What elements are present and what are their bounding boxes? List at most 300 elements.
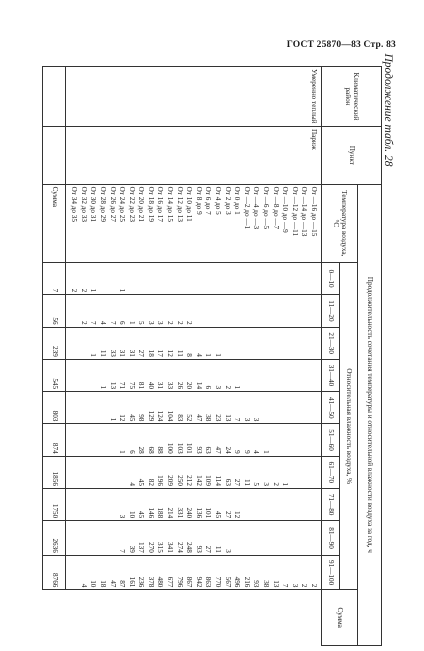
temperature-range: От 24 до 25 <box>118 186 127 222</box>
hours-value <box>240 491 250 518</box>
hours-value <box>125 265 135 292</box>
hours-value <box>144 265 154 292</box>
temperature-range: От 16 до 17 <box>156 186 165 222</box>
total-value: 2636 <box>43 521 66 556</box>
hours-value <box>202 297 212 324</box>
hours-value: 7 <box>89 320 98 325</box>
hours-value <box>259 265 269 292</box>
hours-value: 496 <box>233 576 242 588</box>
hours-value: 331 <box>175 507 184 519</box>
hours-value: 13 <box>223 414 232 422</box>
hours-value <box>87 394 97 421</box>
hours-value: 68 <box>146 446 155 454</box>
hours-value <box>279 330 289 357</box>
hours-value <box>221 297 231 324</box>
hours-value: 45 <box>137 511 146 519</box>
total-value: 803 <box>43 392 66 424</box>
hours-value: 796 <box>175 576 184 588</box>
temperature-range: От —6 до —5 <box>262 186 271 230</box>
hours-value <box>192 297 202 324</box>
temperature-ranges-cell <box>66 184 322 262</box>
hours-value: 2 <box>310 583 318 588</box>
temperature-range: От —10 до —9 <box>281 186 290 233</box>
hours-value: 10 <box>127 511 136 519</box>
hours-value <box>288 362 298 389</box>
hours-value: 47 <box>108 580 117 588</box>
temperature-range: От 30 до 31 <box>89 186 98 222</box>
hours-value: 1 <box>98 385 107 390</box>
hours-value: 3 <box>156 320 165 325</box>
total-value: 874 <box>43 424 66 456</box>
hours-value <box>307 459 317 486</box>
hours-value: 1 <box>262 450 271 454</box>
hours-value: 274 <box>175 542 184 553</box>
total-value: 545 <box>43 359 66 391</box>
hours-value: 1 <box>89 288 98 293</box>
hours-value <box>307 491 317 518</box>
hours-value: 13 <box>271 580 280 588</box>
hours-value: 18 <box>98 580 107 588</box>
hours-value: 4 <box>98 320 107 325</box>
hours-value: 47 <box>214 446 223 454</box>
temperature-range: От —14 до —13 <box>300 186 309 237</box>
hours-value: 26 <box>175 381 184 390</box>
temperature-range: От —16 до —15 <box>310 186 318 237</box>
header-temperature: Температура воздуха, °С <box>322 184 358 262</box>
hours-value: 9 <box>242 450 251 454</box>
hours-value: 11 <box>242 479 251 486</box>
hours-value: 4 <box>79 583 88 588</box>
hours-value: 250 <box>175 475 184 486</box>
hours-value: 142 <box>194 475 203 486</box>
hours-value: 677 <box>166 576 175 588</box>
hours-value <box>279 523 289 553</box>
hours-value <box>250 297 260 324</box>
hours-value <box>87 426 97 453</box>
temperature-range: От 10 до 11 <box>185 186 194 222</box>
hours-value: 31 <box>118 349 127 357</box>
hours-value: 270 <box>146 542 155 553</box>
hours-value <box>250 330 260 357</box>
hours-value <box>279 426 289 453</box>
hours-value <box>240 330 250 357</box>
hours-value <box>221 330 231 357</box>
hours-value: 18 <box>146 349 155 357</box>
hours-value <box>288 523 298 553</box>
temperature-range: От 14 до 15 <box>166 186 175 222</box>
hours-value <box>77 491 87 518</box>
humidity-column-cell <box>66 392 322 424</box>
hours-value: 45 <box>214 511 223 519</box>
hours-value <box>77 330 87 357</box>
hours-value: 2 <box>79 320 88 325</box>
data-table <box>42 66 382 646</box>
hours-value: 867 <box>185 576 194 588</box>
hours-value: 214 <box>166 507 175 519</box>
hours-value <box>250 491 260 518</box>
hours-value <box>96 523 106 553</box>
hours-value <box>231 523 241 553</box>
hours-value: 71 <box>118 381 127 390</box>
hours-value <box>307 297 317 324</box>
hours-value: 196 <box>156 475 165 486</box>
hours-value: 1 <box>233 385 242 390</box>
humidity-range-header: 41—50 <box>322 392 340 424</box>
hours-value <box>259 330 269 357</box>
hours-value: 104 <box>166 410 175 422</box>
hours-value: 236 <box>137 576 146 588</box>
hours-value <box>307 362 317 389</box>
header-humidity: Относительная влажность воздуха, % <box>340 262 358 589</box>
hours-value: 3 <box>118 514 127 519</box>
temperature-range: От 20 до 21 <box>137 186 146 222</box>
hours-value: 1 <box>118 288 127 293</box>
hours-value: 11 <box>175 349 184 357</box>
hours-value: 3 <box>262 482 271 486</box>
totals-blank-2 <box>43 126 66 184</box>
hours-value: 136 <box>194 507 203 519</box>
hours-value: 7 <box>233 417 242 422</box>
hours-value: 2 <box>271 482 280 486</box>
hours-value <box>298 491 308 518</box>
hours-value: 23 <box>214 414 223 422</box>
hours-value: 3 <box>290 583 299 588</box>
hours-value <box>77 394 87 421</box>
hours-value <box>96 426 106 453</box>
humidity-column-cell <box>66 262 322 294</box>
hours-value <box>192 265 202 292</box>
climate-cell: Умеренно теплый <box>66 67 322 127</box>
temperature-range: От —2 до —1 <box>242 186 251 230</box>
header-sum: Сумма <box>322 590 358 646</box>
header-place: Пункт <box>322 126 382 184</box>
hours-value <box>259 523 269 553</box>
hours-value: 341 <box>166 542 175 553</box>
hours-value: 17 <box>156 349 165 357</box>
hours-value: 63 <box>223 478 232 486</box>
hours-value: 12 <box>233 511 242 519</box>
hours-value: 5 <box>252 482 261 486</box>
hours-value: 240 <box>185 507 194 519</box>
hours-value: 40 <box>146 381 155 390</box>
hours-value: 567 <box>223 576 232 588</box>
hours-value: 212 <box>185 475 194 486</box>
hours-value <box>164 265 174 292</box>
hours-value <box>106 459 116 486</box>
hours-value <box>288 297 298 324</box>
hours-value: 24 <box>223 446 232 454</box>
hours-value: 2 <box>185 320 194 325</box>
hours-value <box>68 491 78 518</box>
hours-value <box>68 523 78 553</box>
hours-value: 38 <box>262 580 271 588</box>
rotated-table-container <box>42 66 382 646</box>
hours-value: 11 <box>214 545 223 553</box>
temperature-range: От 12 до 13 <box>175 186 184 222</box>
total-value: 239 <box>43 327 66 359</box>
hours-value <box>307 426 317 453</box>
humidity-range-header: 31—40 <box>322 359 340 391</box>
hours-value: 52 <box>185 414 194 422</box>
hours-value <box>240 265 250 292</box>
hours-value <box>211 265 221 292</box>
hours-value <box>240 523 250 553</box>
totals-row <box>43 67 66 646</box>
hours-value <box>250 265 260 292</box>
hours-value: 2 <box>223 385 232 390</box>
hours-value: 770 <box>214 576 223 588</box>
hours-value <box>269 523 279 553</box>
humidity-range-header: 91—100 <box>322 555 340 590</box>
hours-value <box>68 426 78 453</box>
hours-value <box>96 459 106 486</box>
hours-value: 87 <box>118 580 127 588</box>
hours-value: 28 <box>137 446 146 454</box>
hours-value <box>288 394 298 421</box>
hours-value <box>298 265 308 292</box>
hours-value: 93 <box>194 545 203 553</box>
humidity-range-header: 51—60 <box>322 424 340 456</box>
hours-value: 33 <box>166 381 175 390</box>
temperature-range: От 0 до 1 <box>233 186 242 215</box>
hours-value: 27 <box>137 349 146 357</box>
hours-value: 10 <box>89 580 98 588</box>
hours-value: 1 <box>204 353 213 357</box>
hours-value: 6 <box>118 320 127 325</box>
temperature-range: От 4 до 5 <box>214 186 223 215</box>
hours-value: 3 <box>146 320 155 325</box>
hours-value <box>269 330 279 357</box>
header-title: Продолжительность сочетания температуры и относительной влажности воздуха за год, ч <box>358 184 382 645</box>
hours-value: 863 <box>204 576 213 588</box>
humidity-range-header: 21—30 <box>322 327 340 359</box>
hours-value <box>173 265 183 292</box>
hours-value <box>269 362 279 389</box>
temperature-range: От —12 до —11 <box>290 186 299 237</box>
hours-value <box>87 491 97 518</box>
hours-value <box>202 265 212 292</box>
hours-value: 14 <box>194 381 203 390</box>
hours-value <box>240 297 250 324</box>
hours-value <box>87 523 97 553</box>
hours-value: 216 <box>242 576 251 588</box>
hours-value <box>288 491 298 518</box>
total-value: 7 <box>43 262 66 294</box>
hours-value: 3 <box>214 385 223 390</box>
hours-value: 1 <box>108 417 117 422</box>
hours-value: 7 <box>281 583 290 588</box>
hours-value: 45 <box>127 414 136 422</box>
hours-value <box>96 491 106 518</box>
humidity-column-cell <box>66 295 322 327</box>
hours-value: 3 <box>223 549 232 553</box>
hours-value: 3 <box>252 417 261 422</box>
hours-value: 7 <box>118 549 127 553</box>
hours-value: 75 <box>127 381 136 390</box>
hours-value: 38 <box>204 414 213 422</box>
hours-value <box>135 265 145 292</box>
humidity-column-cell <box>66 327 322 359</box>
hours-value: 81 <box>137 381 146 390</box>
hours-value <box>77 426 87 453</box>
hours-value <box>231 297 241 324</box>
hours-value <box>279 491 289 518</box>
hours-value <box>154 265 164 292</box>
hours-value <box>298 459 308 486</box>
hours-value: 2 <box>166 320 175 325</box>
humidity-range-header: 0—10 <box>322 262 340 294</box>
hours-value: 93 <box>252 580 261 588</box>
humidity-column-cell <box>66 456 322 488</box>
hours-value <box>298 362 308 389</box>
hours-value: 12 <box>166 349 175 357</box>
temperature-range: От 18 до 19 <box>146 186 155 222</box>
hours-value: 114 <box>214 475 223 486</box>
hours-value <box>68 558 78 588</box>
total-value: 8766 <box>43 555 66 590</box>
hours-value: 9 <box>233 450 242 454</box>
hours-value <box>96 265 106 292</box>
hours-value <box>250 362 260 389</box>
hours-value <box>68 362 78 389</box>
hours-value: 101 <box>185 442 194 454</box>
hours-value: 4 <box>252 450 261 454</box>
temperature-range: От 8 до 9 <box>194 186 203 215</box>
hours-value: 248 <box>185 542 194 553</box>
hours-value: 6 <box>127 450 136 454</box>
total-value: 1750 <box>43 488 66 520</box>
hours-value: 2 <box>175 320 184 325</box>
place-cell: Париж <box>66 126 322 184</box>
hours-value <box>288 265 298 292</box>
hours-value: 315 <box>156 542 165 553</box>
totals-label: Сумма <box>43 184 66 262</box>
hours-value: 98 <box>137 414 146 422</box>
temperature-range: От —8 до —7 <box>271 186 280 230</box>
hours-value <box>269 491 279 518</box>
hours-value: 146 <box>146 507 155 519</box>
humidity-range-header: 81—90 <box>322 521 340 556</box>
hours-value <box>269 265 279 292</box>
hours-value <box>288 330 298 357</box>
hours-value: 137 <box>137 542 146 553</box>
total-value: 56 <box>43 295 66 327</box>
hours-value <box>250 523 260 553</box>
hours-value <box>77 362 87 389</box>
hours-value <box>96 394 106 421</box>
hours-value <box>106 523 116 553</box>
hours-value <box>68 297 78 324</box>
hours-value <box>68 459 78 486</box>
hours-value: 6 <box>204 385 213 390</box>
hours-value <box>279 297 289 324</box>
standard-code: ГОСТ 25870—83 Стр. 83 <box>286 40 396 50</box>
hours-value: 3 <box>242 417 251 422</box>
hours-value: 103 <box>175 442 184 454</box>
hours-value: 100 <box>166 442 175 454</box>
humidity-column-cell <box>66 488 322 520</box>
hours-value: 124 <box>156 410 165 422</box>
hours-value <box>279 265 289 292</box>
hours-value: 31 <box>156 381 165 390</box>
humidity-range-header: 61—70 <box>322 456 340 488</box>
hours-value: 33 <box>108 349 117 357</box>
hours-value <box>288 459 298 486</box>
temperature-range: От 28 до 29 <box>98 186 107 222</box>
hours-value: 4 <box>194 353 203 357</box>
hours-value: 27 <box>233 478 242 486</box>
hours-value <box>240 362 250 389</box>
hours-value: 7 <box>108 320 117 325</box>
hours-value <box>68 394 78 421</box>
hours-value: 88 <box>156 446 165 454</box>
hours-value <box>87 362 97 389</box>
hours-value <box>307 330 317 357</box>
hours-value <box>106 265 116 292</box>
data-row <box>66 67 322 646</box>
hours-value <box>307 394 317 421</box>
humidity-column-cell <box>66 359 322 391</box>
hours-value: 378 <box>146 576 155 588</box>
sum-column-cell <box>66 555 322 590</box>
hours-value: 11 <box>98 349 107 357</box>
continued-label: Продолжение табл. 28 <box>382 53 394 167</box>
hours-value: 480 <box>156 576 165 588</box>
hours-value <box>106 426 116 453</box>
humidity-column-cell <box>66 521 322 556</box>
hours-value: 1 <box>118 450 127 454</box>
hours-value: 27 <box>204 545 213 553</box>
hours-value <box>288 426 298 453</box>
hours-value <box>77 459 87 486</box>
hours-value <box>298 297 308 324</box>
hours-value <box>279 362 289 389</box>
totals-blank-1 <box>43 67 66 127</box>
hours-value: 27 <box>223 511 232 519</box>
hours-value <box>269 394 279 421</box>
hours-value <box>231 330 241 357</box>
hours-value: 1 <box>89 353 98 357</box>
humidity-range-header: 71—80 <box>322 488 340 520</box>
temperature-range: От 34 до 35 <box>70 186 79 222</box>
hours-value <box>259 491 269 518</box>
hours-value: 1 <box>281 482 290 486</box>
hours-value <box>183 265 193 292</box>
hours-value <box>298 523 308 553</box>
humidity-column-cell <box>66 424 322 456</box>
hours-value: 39 <box>127 545 136 553</box>
hours-value: 101 <box>204 507 213 519</box>
hours-value <box>307 523 317 553</box>
hours-value: 109 <box>204 475 213 486</box>
hours-value: 1 <box>214 353 223 357</box>
hours-value: 31 <box>127 349 136 357</box>
temperature-range: От 6 до 7 <box>204 186 213 215</box>
hours-value <box>298 426 308 453</box>
hours-value <box>106 491 116 518</box>
hours-value: 188 <box>156 507 165 519</box>
header-climate: Климатический район <box>322 67 382 127</box>
hours-value <box>116 459 126 486</box>
hours-value: 12 <box>118 414 127 422</box>
hours-value: 5 <box>137 320 146 325</box>
total-value: 1856 <box>43 456 66 488</box>
temperature-range: От 2 до 3 <box>223 186 232 215</box>
hours-value: 209 <box>166 475 175 486</box>
hours-value: 8 <box>185 353 194 357</box>
hours-value <box>298 394 308 421</box>
hours-value <box>221 265 231 292</box>
